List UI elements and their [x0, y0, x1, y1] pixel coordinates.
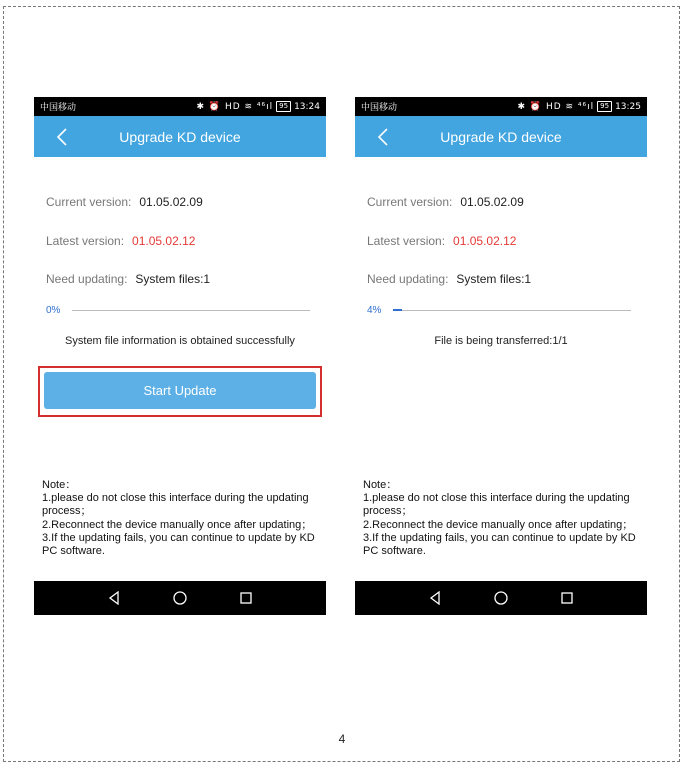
nav-back-icon[interactable]	[424, 587, 446, 609]
note-line: 1.please do not close this interface during the updating process；	[363, 492, 630, 518]
progress-bar	[46, 303, 310, 317]
back-arrow-icon[interactable]	[375, 127, 393, 147]
highlight-box	[38, 366, 322, 417]
progress-bar	[367, 303, 631, 317]
back-arrow-icon[interactable]	[54, 127, 72, 147]
note-heading: Note：	[363, 479, 398, 491]
need-updating-value: System files:1	[456, 272, 532, 286]
progress-percent: 0%	[46, 304, 61, 316]
note-line: 3.If the updating fails, you can continue to update by KD PC software.	[363, 531, 636, 558]
current-version-value: 01.05.02.09	[460, 195, 524, 209]
note-line: 1.please do not close this interface during the updating process；	[42, 492, 309, 518]
need-updating-label: Need updating:	[367, 272, 449, 286]
title-bar	[34, 116, 326, 157]
progress-track	[393, 310, 631, 311]
need-updating-label: Need updating:	[46, 272, 128, 286]
status-message: System file information is obtained successfully	[65, 335, 295, 347]
navigation-bar	[355, 581, 647, 615]
start-update-button[interactable]: Start Update	[44, 372, 316, 409]
latest-version-value: 01.05.02.12	[453, 234, 517, 248]
current-version-label: Current version:	[46, 195, 132, 209]
latest-version-row	[367, 234, 516, 248]
navigation-bar	[34, 581, 326, 615]
latest-version-row	[46, 234, 195, 248]
status-bar	[355, 97, 647, 116]
nav-recents-icon[interactable]	[235, 587, 257, 609]
nav-back-icon[interactable]	[103, 587, 125, 609]
phone-screen-transferring	[355, 97, 647, 615]
need-updating-value: System files:1	[135, 272, 211, 286]
note-line: 3.If the updating fails, you can continue to update by KD PC software.	[42, 531, 315, 558]
note-line: 2.Reconnect the device manually once after updating；	[42, 518, 313, 531]
battery-icon: 95	[276, 101, 291, 112]
latest-version-value: 01.05.02.12	[132, 234, 196, 248]
carrier-label: 中国移动	[40, 103, 77, 113]
progress-fill	[393, 309, 402, 311]
progress-percent: 4%	[367, 304, 382, 316]
title-bar	[355, 116, 647, 157]
clock-time: 13:24	[294, 101, 320, 112]
phone-screen-before	[34, 97, 326, 615]
note-line: 2.Reconnect the device manually once after updating；	[363, 518, 634, 531]
need-updating-row	[46, 272, 210, 286]
note-heading: Note：	[42, 479, 77, 491]
note-text	[363, 479, 643, 558]
note-text	[42, 479, 322, 558]
status-icons: ✱ ⏰ HD ≋ ⁴⁶ıl	[196, 101, 274, 112]
latest-version-label: Latest version:	[367, 234, 446, 248]
current-version-row	[367, 195, 524, 209]
nav-home-icon[interactable]	[490, 587, 512, 609]
nav-recents-icon[interactable]	[556, 587, 578, 609]
page-title: Upgrade KD device	[119, 128, 241, 145]
current-version-value: 01.05.02.09	[139, 195, 203, 209]
page-number: 4	[338, 732, 346, 746]
status-icons: ✱ ⏰ HD ≋ ⁴⁶ıl	[517, 101, 595, 112]
latest-version-label: Latest version:	[46, 234, 125, 248]
current-version-label: Current version:	[367, 195, 453, 209]
need-updating-row	[367, 272, 531, 286]
page-title: Upgrade KD device	[440, 128, 562, 145]
status-bar	[34, 97, 326, 116]
carrier-label: 中国移动	[361, 103, 398, 113]
nav-home-icon[interactable]	[169, 587, 191, 609]
current-version-row	[46, 195, 203, 209]
clock-time: 13:25	[615, 101, 641, 112]
progress-track	[72, 310, 310, 311]
status-message: File is being transferred:1/1	[434, 335, 568, 347]
battery-icon: 95	[597, 101, 612, 112]
